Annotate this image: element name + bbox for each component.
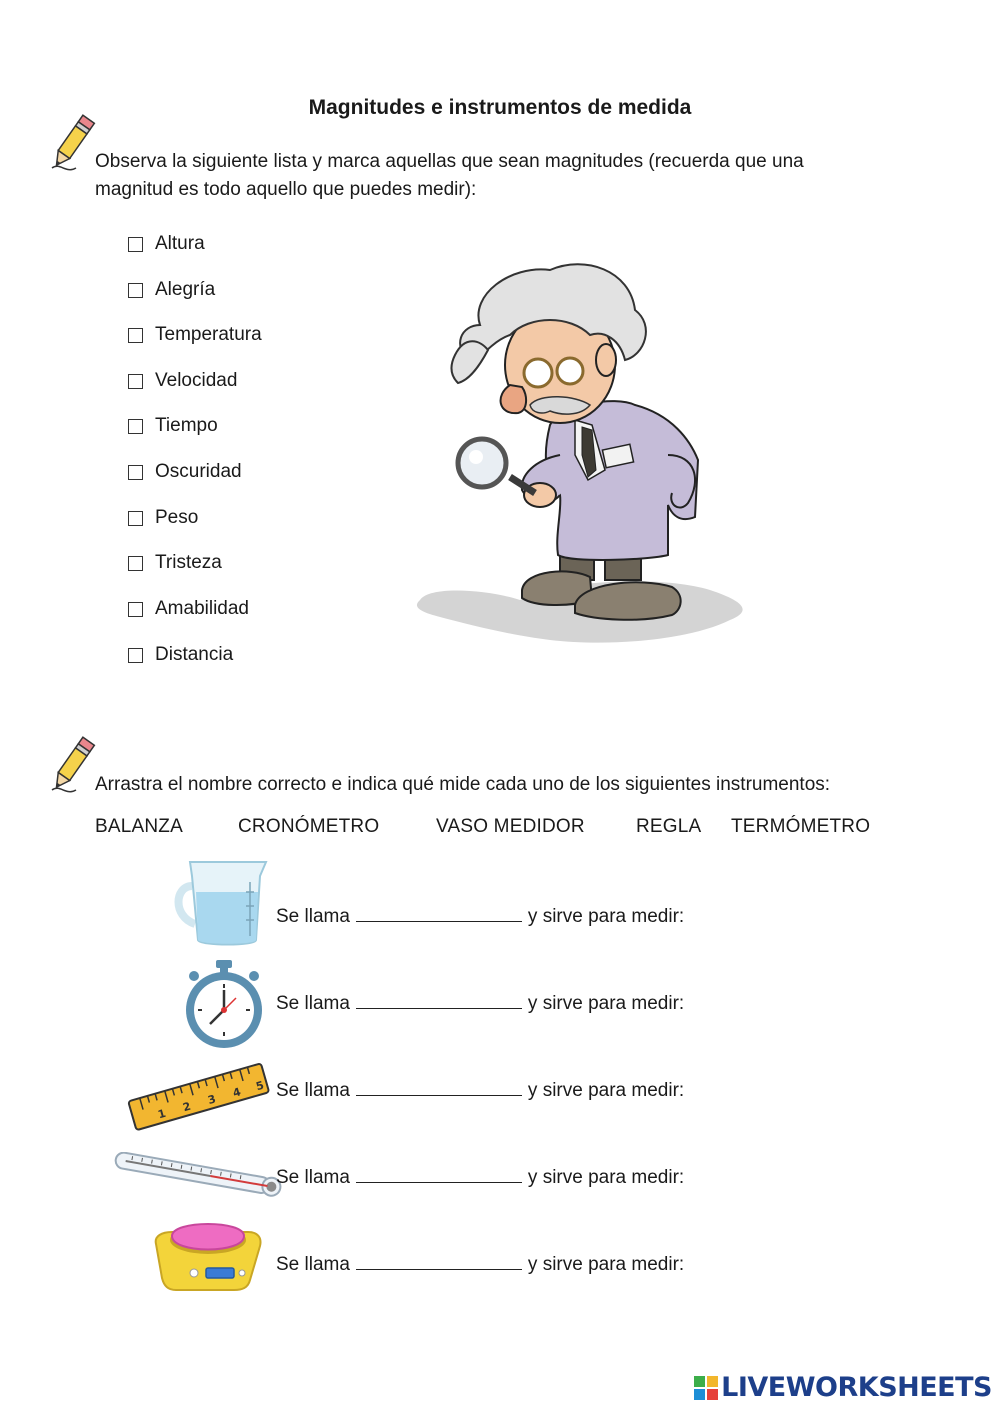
row-suffix: y sirve para medir: (527, 1167, 685, 1188)
checkbox[interactable] (128, 648, 143, 663)
page-title: Magnitudes e instrumentos de medida (308, 96, 692, 119)
checkbox-label: Distancia (155, 644, 234, 665)
pencil-icon (46, 732, 98, 798)
stopwatch-icon (180, 958, 268, 1052)
checkbox[interactable] (128, 556, 143, 571)
drag-word-vaso-medidor[interactable]: VASO MEDIDOR (436, 816, 585, 837)
row-prefix: Se llama (276, 993, 350, 1014)
checkbox-item[interactable] (128, 368, 237, 394)
checkbox-item[interactable] (128, 231, 205, 257)
ruler-mark: 2 (181, 1099, 193, 1115)
checkbox[interactable] (128, 465, 143, 480)
row-suffix: y sirve para medir: (527, 993, 685, 1014)
drag-word-regla[interactable]: REGLA (636, 816, 702, 837)
instruction-2: Arrastra el nombre correcto e indica qué mide cada uno de los siguientes instrumentos: (95, 774, 831, 795)
answer-blank[interactable] (356, 1077, 522, 1096)
checkbox-item[interactable] (128, 596, 249, 622)
ruler-mark: 3 (206, 1092, 218, 1108)
thermometer-icon (110, 1152, 288, 1202)
row-prefix: Se llama (276, 906, 350, 927)
checkbox[interactable] (128, 283, 143, 298)
checkbox-label: Oscuridad (155, 461, 242, 482)
instruction-1: Observa la siguiente lista y marca aquellas que sean magnitudes (recuerda que una magnitud es todo aquello que puedes medir): (95, 151, 804, 200)
checkbox-label: Tristeza (155, 552, 222, 573)
checkbox[interactable] (128, 328, 143, 343)
drag-word-cronometro[interactable]: CRONÓMETRO (238, 816, 380, 837)
answer-blank[interactable] (356, 1251, 522, 1270)
checkbox-label: Amabilidad (155, 598, 249, 619)
answer-row-scale (276, 1251, 684, 1276)
row-suffix: y sirve para medir: (527, 1254, 685, 1275)
checkbox-label: Temperatura (155, 324, 262, 345)
checkbox-label: Velocidad (155, 370, 238, 391)
checkbox[interactable] (128, 237, 143, 252)
scientist-illustration (410, 255, 760, 660)
checkbox[interactable] (128, 511, 143, 526)
checkbox-item[interactable] (128, 550, 222, 576)
checkbox-item[interactable] (128, 642, 233, 668)
checkbox-label: Peso (155, 507, 199, 528)
row-prefix: Se llama (276, 1080, 350, 1101)
checkbox[interactable] (128, 374, 143, 389)
checkbox-item[interactable] (128, 413, 218, 439)
answer-row-stopwatch (276, 990, 684, 1015)
drag-word-balanza[interactable]: BALANZA (95, 816, 183, 837)
drag-word-termometro[interactable]: TERMÓMETRO (731, 816, 871, 837)
logo-text: LIVEWORKSHEETS (721, 1372, 992, 1403)
ruler-mark: 1 (156, 1106, 168, 1122)
answer-blank[interactable] (356, 903, 522, 922)
row-suffix: y sirve para medir: (527, 906, 685, 927)
answer-blank[interactable] (356, 990, 522, 1009)
pencil-icon (46, 110, 98, 176)
checkbox-item[interactable] (128, 277, 215, 303)
ruler-mark: 5 (254, 1078, 266, 1094)
checkbox-item[interactable] (128, 322, 262, 348)
measuring-cup-icon (170, 856, 270, 948)
checkbox[interactable] (128, 419, 143, 434)
checkbox-item[interactable] (128, 459, 242, 485)
row-prefix: Se llama (276, 1167, 350, 1188)
liveworksheets-logo (693, 1372, 992, 1403)
logo-mark-icon (693, 1375, 719, 1401)
answer-blank[interactable] (356, 1164, 522, 1183)
ruler-mark: 4 (231, 1085, 243, 1100)
scale-icon (150, 1214, 264, 1294)
ruler-icon (124, 1058, 272, 1138)
checkbox-label: Tiempo (155, 415, 218, 436)
checkbox[interactable] (128, 602, 143, 617)
answer-row-thermometer (276, 1164, 684, 1189)
answer-row-cup (276, 903, 684, 928)
row-suffix: y sirve para medir: (527, 1080, 685, 1101)
checkbox-label: Alegría (155, 279, 216, 300)
checkbox-label: Altura (155, 233, 205, 254)
row-prefix: Se llama (276, 1254, 350, 1275)
answer-row-ruler (276, 1077, 684, 1102)
checkbox-item[interactable] (128, 505, 198, 531)
